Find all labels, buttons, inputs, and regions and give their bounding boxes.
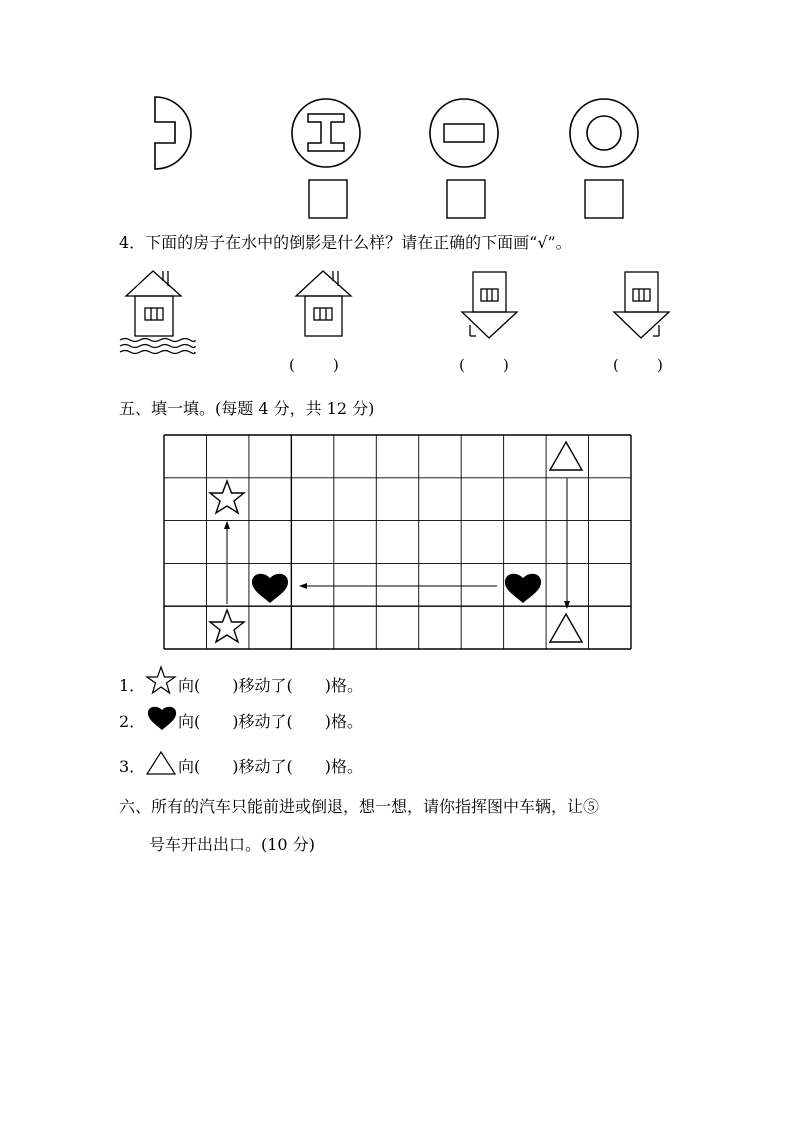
answer-box-2[interactable] [447, 180, 485, 218]
choice-paren-2[interactable]: ( ) [459, 356, 509, 374]
heart-start-icon [505, 574, 541, 603]
upright-house-option[interactable] [296, 271, 351, 336]
question-4-text: 4．下面的房子在水中的倒影是什么样？请在正确的下面画“√”。 [119, 233, 572, 252]
item-2-text: 向( )移动了( )格。 [178, 712, 363, 731]
choice-paren-1[interactable]: ( ) [289, 356, 339, 374]
section-6-line-1: 六、所有的汽车只能前进或倒退，想一想，请你指挥图中车辆，让⑤ [119, 797, 600, 816]
ring-figure [570, 99, 638, 167]
inverted-house-option-a[interactable] [462, 272, 517, 338]
star-item-icon [147, 667, 175, 693]
movement-grid [164, 435, 631, 649]
item-1-number: 1． [119, 676, 146, 695]
star-start-icon [210, 610, 244, 642]
circle-i-beam-figure [292, 99, 360, 167]
section-6-line-2: 号车开出出口。(10 分) [149, 835, 315, 854]
half-circle-figure [155, 97, 191, 169]
item-3-text: 向( )移动了( )格。 [178, 757, 363, 776]
answer-box-3[interactable] [585, 180, 623, 218]
triangle-end-icon [550, 614, 582, 642]
answer-box-1[interactable] [309, 180, 347, 218]
item-2-number: 2． [119, 712, 146, 731]
section-5-heading: 五、填一填。(每题 4 分，共 12 分) [119, 399, 375, 418]
circle-rectangle-figure [430, 99, 498, 167]
item-3-number: 3． [119, 757, 146, 776]
triangle-item-icon [147, 752, 175, 774]
triangle-start-icon [550, 442, 582, 470]
star-end-icon [210, 481, 244, 513]
heart-end-icon [252, 574, 288, 603]
item-1-text: 向( )移动了( )格。 [178, 676, 363, 695]
inverted-house-option-b[interactable] [614, 272, 669, 338]
choice-paren-3[interactable]: ( ) [613, 356, 663, 374]
heart-item-icon [148, 707, 176, 730]
house-with-water-figure [120, 271, 195, 354]
